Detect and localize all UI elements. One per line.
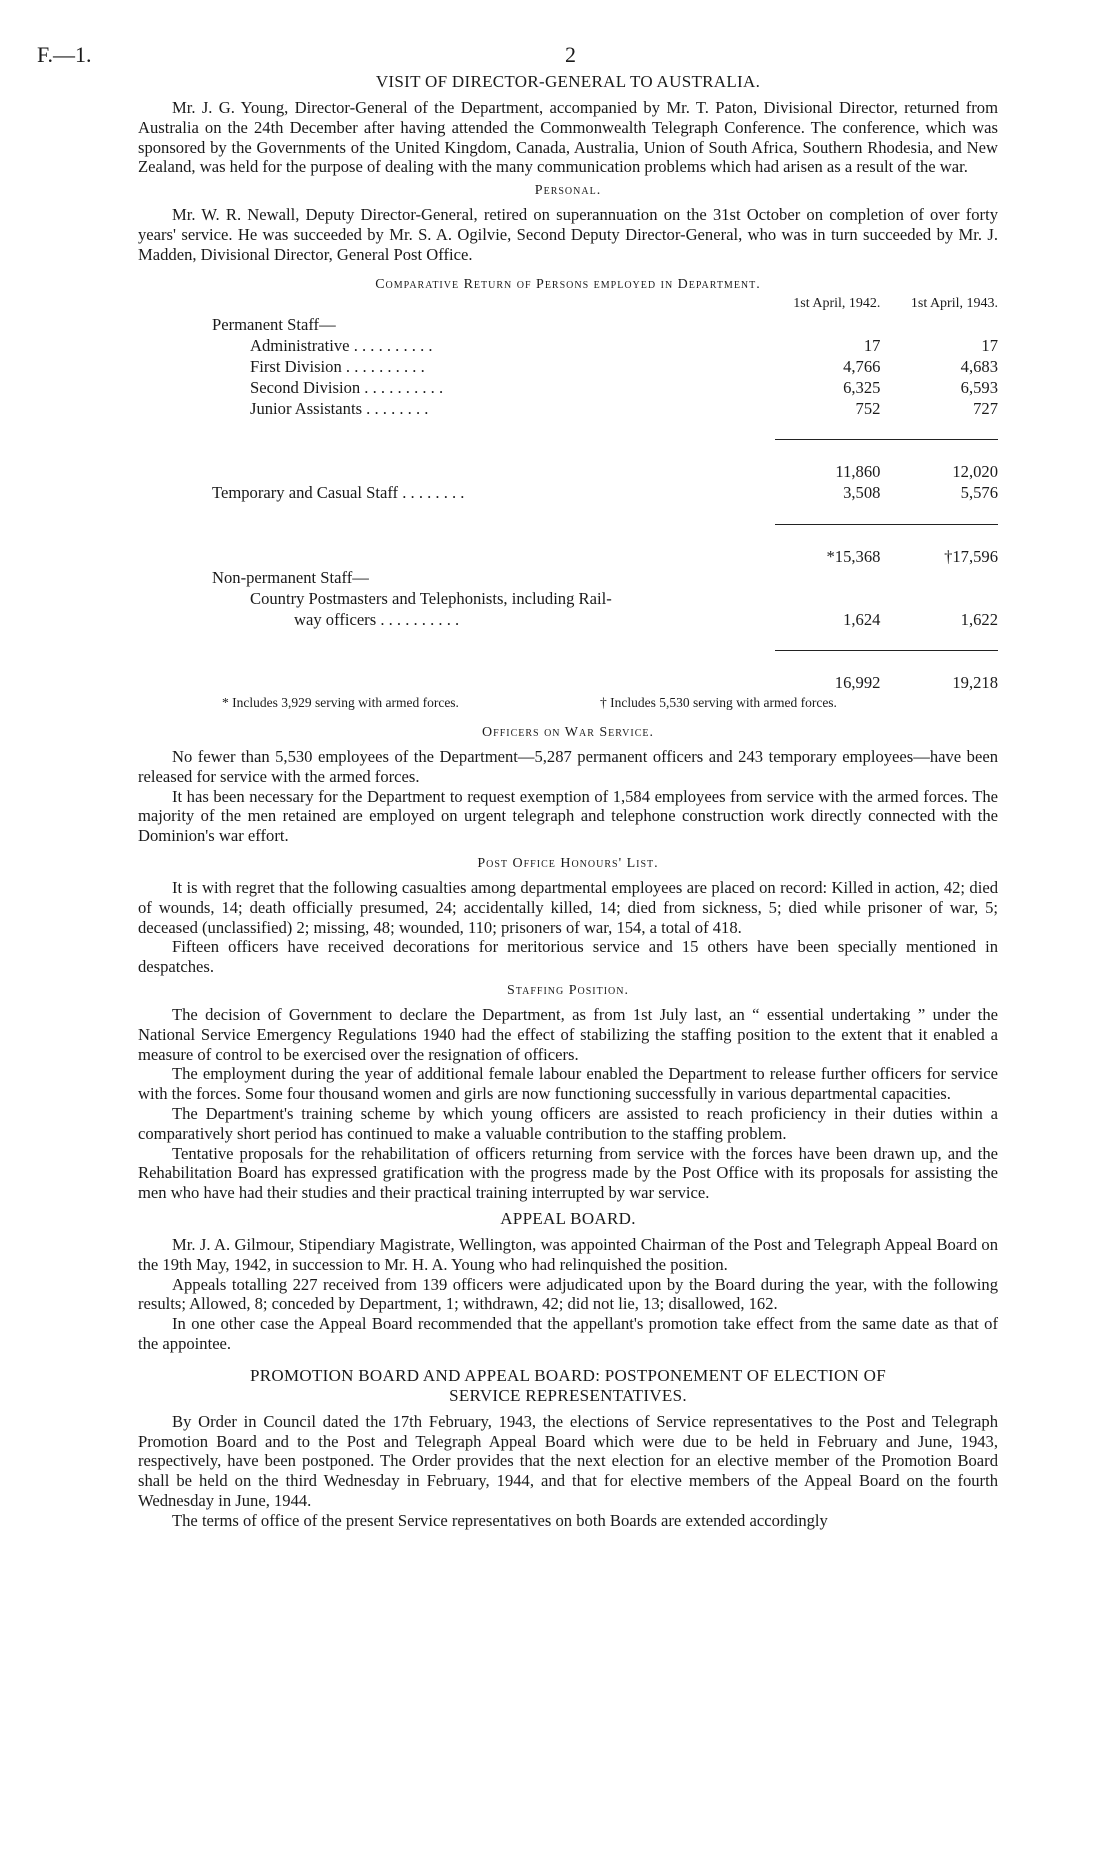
permanent-staff-label: Permanent Staff—: [212, 314, 336, 334]
table-row: Junior Assistants . . . . . . . . 752 727: [250, 398, 998, 418]
page: [37, 42, 998, 1531]
page-header: [37, 42, 998, 72]
staffing-paragraph: The employment during the year of additional female labour enabled the Department to release further officers for service with the forces. Some four thousand women and girls are now functioning successfully in various departmental capacities.: [138, 1064, 998, 1104]
staffing-paragraph: The Department's training scheme by which young officers are assisted to reach proficiency in their duties within a comparatively short period has continued to make a valuable contribution to the staffing problem.: [138, 1104, 998, 1143]
table-footnotes: [138, 693, 998, 715]
personal-heading: Personal.: [534, 183, 602, 199]
staffing-paragraph: Tentative proposals for the rehabilitation of officers returning from service with the forces have been drawn up, and the Rehabilitation Board has expressed gratification with the progress made by the Post Office with its proposals for assisting the men who have had their studies and their practical training interrupted by war service.: [138, 1143, 998, 1203]
appeal-paragraph: Appeals totalling 227 received from 139 officers were adjudicated upon by the Board during the year, with the following results; Allowed, 8; conceded by Department, 1; withdrawn, 42; did not lie, 13; disallowed, 162.: [138, 1274, 998, 1314]
column-header-1942: 1st April, 1942.: [793, 295, 881, 311]
temporary-staff-row: Temporary and Casual Staff . . . . . . . . 3,508 5,576: [212, 483, 998, 503]
honours-paragraph: Fifteen officers have received decorations for meritorious service and 15 others have been specially mentioned in despatches.: [138, 937, 998, 977]
promotion-heading-line-2: SERVICE REPRESENTATIVES.: [449, 1385, 687, 1405]
promotion-paragraph: The terms of office of the present Service representatives on both Boards are extended accordingly: [172, 1510, 828, 1530]
table-row: First Division . . . . . . . . . . 4,766 4,683: [250, 356, 998, 376]
staff-return-table: [212, 293, 998, 694]
table-row: Second Division . . . . . . . . . . 6,325 6,593: [250, 377, 998, 397]
non-permanent-label: Non-permanent Staff—: [212, 567, 369, 587]
subtotal-row: 11,860 12,020: [835, 462, 998, 482]
page-number: 2: [565, 42, 576, 67]
document-reference: F.—1.: [37, 42, 92, 67]
grand-total-row: 16,992 19,218: [834, 673, 998, 693]
promotion-heading-line-1: PROMOTION BOARD AND APPEAL BOARD: POSTPONEMENT OF ELECTION OF: [249, 1365, 887, 1385]
non-permanent-line: Country Postmasters and Telephonists, including Rail-: [250, 588, 612, 608]
footnote-1943: † Includes 5,530 serving with armed forces.: [600, 695, 837, 711]
footnote-1942: * Includes 3,929 serving with armed forces.: [222, 695, 459, 711]
honours-paragraph: It is with regret that the following casualties among departmental employees are placed on record: Killed in action, 42; died of wounds, 14; death officially presumed, 24; accidentally killed, 14; died from sickness, 5; died while prisoner of war, 5; deceased (unclassified) 2; missing, 48; wounded, 110; prisoners of war, 154, a total of 418.: [138, 878, 998, 937]
promotion-paragraph: By Order in Council dated the 17th February, 1943, the elections of Service representatives to the Post and Telegraph Promotion Board and to the Post and Telegraph Appeal Board which were due to be held in February and June, 1943, respectively, have been postponed. The Order provides that the next election for an elective member of the Promotion Board shall be held on the third Wednesday in February, 1944, and that for elective members of the Appeal Board on the fourth Wednesday in June, 1944.: [138, 1411, 998, 1510]
war-service-paragraph: No fewer than 5,530 employees of the Department—5,287 permanent officers and 243 temporary employees—have been released for service with the armed forces.: [138, 747, 998, 786]
appeal-paragraph: Mr. J. A. Gilmour, Stipendiary Magistrate, Wellington, was appointed Chairman of the Post and Telegraph Appeal Board on the 19th May, 1942, in succession to Mr. H. A. Young who had relinquished the position.: [138, 1235, 998, 1274]
return-table-title: Comparative Return of Persons employed in Department.: [375, 276, 761, 292]
table-row: Administrative . . . . . . . . . . 17 17: [250, 335, 998, 355]
table-row: way officers . . . . . . . . . . 1,624 1,622: [294, 609, 998, 629]
visit-heading: VISIT OF DIRECTOR-GENERAL TO AUSTRALIA.: [375, 72, 761, 91]
staffing-paragraph: The decision of Government to declare the Department, as from 1st July last, an “ essential undertaking ” under the National Service Emergency Regulations 1940 had the effect of stabilizing the staffing position to the extent that it enabled a measure of control to be exercised over the resignation of officers.: [138, 1005, 998, 1064]
appeal-paragraph: In one other case the Appeal Board recommended that the appellant's promotion take effect from the same date as that of the appointee.: [138, 1314, 998, 1353]
column-header-1943: 1st April, 1943.: [910, 295, 998, 311]
personal-paragraph: Mr. W. R. Newall, Deputy Director-General, retired on superannuation on the 31st October on completion of over forty years' service. He was succeeded by Mr. S. A. Ogilvie, Second Deputy Director-General, who was in turn succeeded by Mr. J. Madden, Divisional Director, General Post Office.: [138, 205, 998, 264]
visit-paragraph: Mr. J. G. Young, Director-General of the Department, accompanied by Mr. T. Paton, Divisional Director, returned from Australia on the 24th December after having attended the Commonwealth Telegraph Conference. The conference, which was sponsored by the Governments of the United Kingdom, Canada, Australia, Union of South Africa, Southern Rhodesia, and New Zealand, was held for the purpose of dealing with the many communication problems which had arisen as a result of the war.: [138, 98, 998, 177]
staffing-heading: Staffing Position.: [507, 983, 629, 999]
appeal-heading: APPEAL BOARD.: [500, 1209, 636, 1229]
war-service-paragraph: It has been necessary for the Department to request exemption of 1,584 employees from service with the armed forces. The majority of the men retained are employed on urgent telegraph and telephone construction work directly connected with the Dominion's war effort.: [138, 786, 998, 846]
honours-heading: Post Office Honours' List.: [477, 856, 659, 872]
promotion-heading: [138, 1366, 998, 1406]
war-service-heading: Officers on War Service.: [482, 725, 654, 741]
total-row: *15,368 †17,596: [826, 546, 998, 566]
